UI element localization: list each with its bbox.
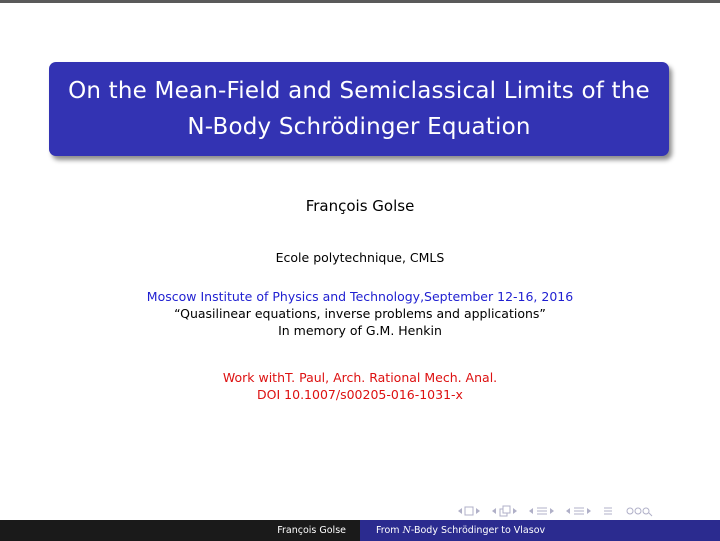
top-bar (0, 0, 720, 3)
nav-doc-right-icon[interactable] (587, 508, 591, 514)
title-box (49, 62, 669, 156)
title-line-1: On the Mean-Field and Semiclassical Limits of the (68, 78, 650, 104)
nav-doc-left-icon[interactable] (566, 508, 570, 514)
nav-section-icon (537, 508, 547, 514)
event-block (0, 288, 720, 339)
footer-author: François Golse (0, 520, 360, 541)
work-reference (0, 369, 720, 403)
nav-frame-icon (465, 507, 473, 515)
footer-title-prefix: From (376, 525, 403, 536)
author-name: François Golse (305, 197, 415, 215)
beamer-navigation (454, 504, 714, 518)
nav-doc-icon (574, 508, 584, 514)
work-line-1: Work withT. Paul, Arch. Rational Mech. Anal. (222, 370, 498, 385)
event-conference: “Quasilinear equations, inverse problems and applications” (174, 306, 546, 321)
event-venue: Moscow Institute of Physics and Technology,September 12-16, 2016 (146, 289, 574, 304)
nav-frame-right-icon[interactable] (476, 508, 480, 514)
nav-subsection-right-icon[interactable] (513, 508, 517, 514)
footer-short-title (360, 520, 720, 541)
nav-section-left-icon[interactable] (529, 508, 533, 514)
footer (0, 520, 720, 541)
institute: Ecole polytechnique, CMLS (275, 250, 445, 265)
work-line-2: DOI 10.1007/s00205-016-1031-x (257, 387, 463, 402)
nav-subsection-left-icon[interactable] (492, 508, 496, 514)
nav-appendix-icon[interactable] (604, 508, 612, 514)
nav-frame-left-icon[interactable] (458, 508, 462, 514)
nav-section-right-icon[interactable] (550, 508, 554, 514)
nav-search-icon[interactable] (627, 508, 652, 516)
footer-title-var: N (402, 525, 411, 536)
nav-subsection-icon (500, 506, 510, 516)
event-memorial: In memory of G.M. Henkin (278, 323, 442, 338)
footer-title-suffix: -Body Schrödinger to Vlasov (410, 525, 546, 536)
title-line-2: N-Body Schrödinger Equation (187, 114, 531, 140)
